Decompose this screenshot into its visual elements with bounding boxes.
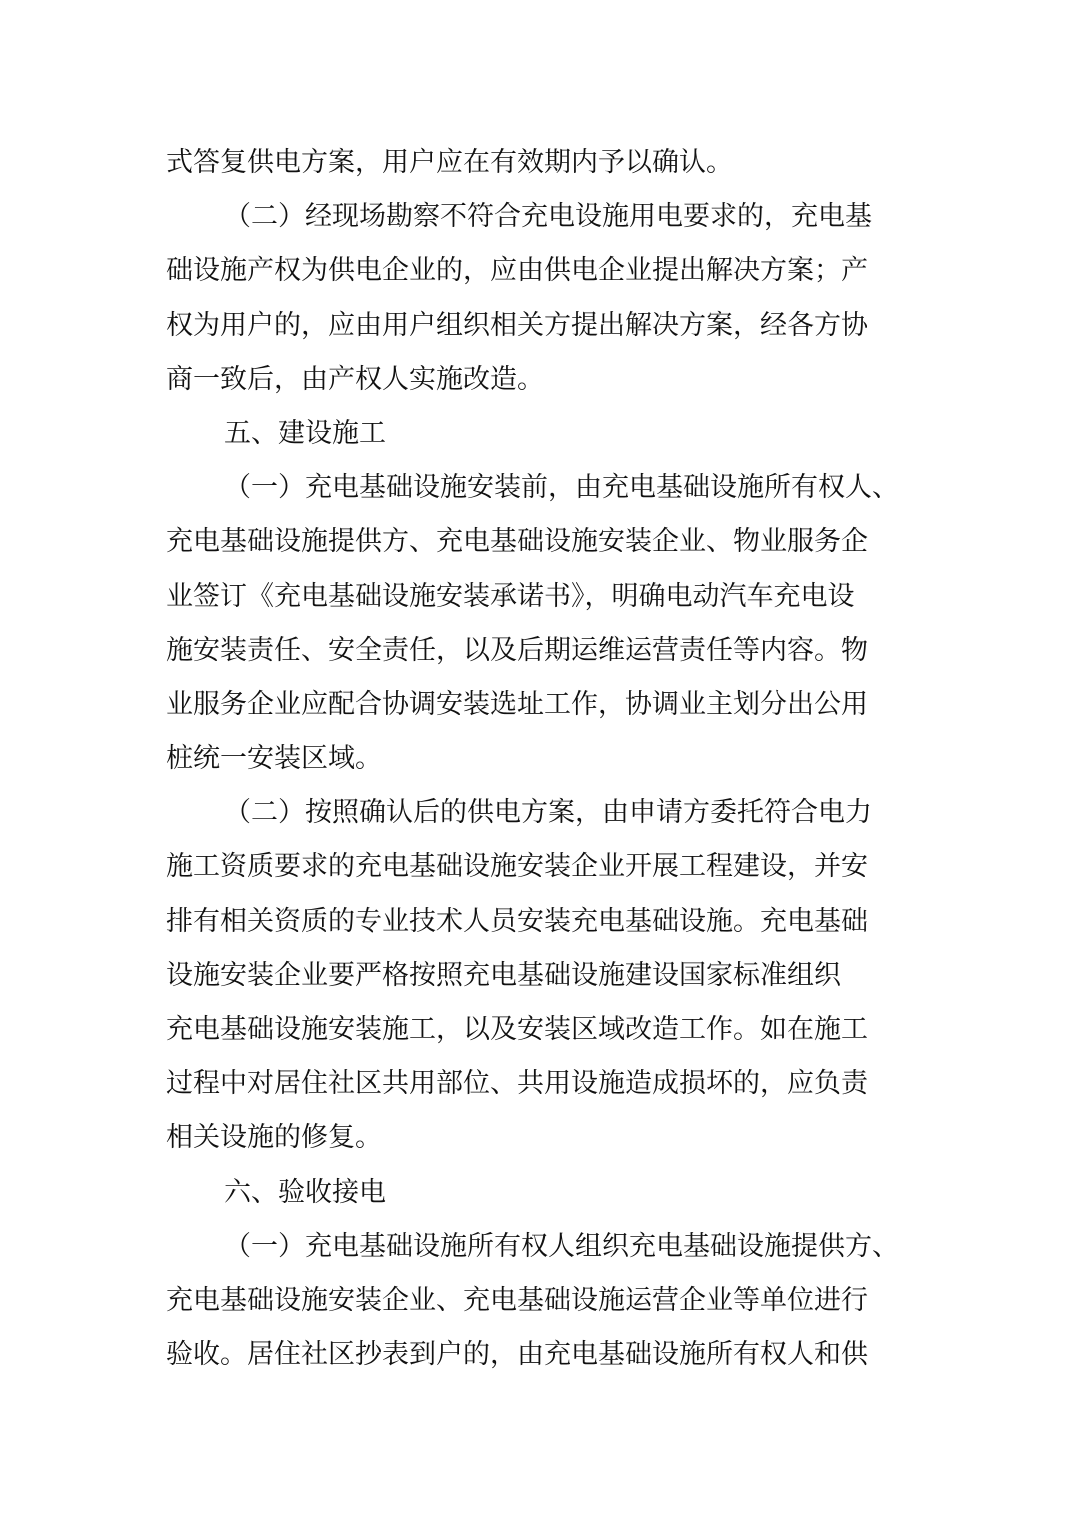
text-line: 业服务企业应配合协调安装选址工作，协调业主划分出公用 — [166, 688, 868, 720]
text-line: 充电基础设施安装施工，以及安装区域改造工作。如在施工 — [166, 1014, 868, 1045]
text-line: （二）按照确认后的供电方案，由申请方委托符合电力 — [224, 797, 872, 829]
section-heading: 五、建设施工 — [224, 417, 386, 449]
text-line: 过程中对居住社区共用部位、共用设施造成损坏的，应负责 — [166, 1068, 868, 1100]
text-line: 商一致后，由产权人实施改造。 — [166, 363, 544, 395]
text-line: 充电基础设施提供方、充电基础设施安装企业、物业服务企 — [166, 526, 868, 558]
text-line: 式答复供电方案，用户应在有效期内予以确认。 — [166, 147, 733, 178]
text-line: 施工资质要求的充电基础设施安装企业开展工程建设，并安 — [166, 851, 868, 883]
text-line: 设施安装企业要严格按照充电基础设施建设国家标准组织 — [166, 959, 841, 991]
text-line: 础设施产权为供电企业的，应由供电企业提出解决方案；产 — [166, 255, 868, 287]
text-line: 施安装责任、安全责任，以及后期运维运营责任等内容。物 — [166, 634, 868, 666]
text-line: （二）经现场勘察不符合充电设施用电要求的，充电基 — [224, 201, 872, 233]
text-line: 相关设施的修复。 — [166, 1122, 382, 1154]
text-line: 权为用户的，应由用户组织相关方提出解决方案，经各方协 — [166, 309, 868, 341]
text-line: 业签订《充电基础设施安装承诺书》，明确电动汽车充电设 — [166, 580, 855, 612]
section-heading: 六、验收接电 — [224, 1176, 386, 1208]
text-line: （一）充电基础设施安装前，由充电基础设施所有权人、 — [224, 472, 899, 504]
document-body — [166, 136, 926, 1382]
text-line: 桩统一安装区域。 — [166, 743, 382, 775]
text-line: （一）充电基础设施所有权人组织充电基础设施提供方、 — [224, 1230, 899, 1262]
text-line: 排有相关资质的专业技术人员安装充电基础设施。充电基础 — [166, 905, 868, 937]
text-line: 验收。居住社区抄表到户的，由充电基础设施所有权人和供 — [166, 1339, 868, 1371]
text-line: 充电基础设施安装企业、充电基础设施运营企业等单位进行 — [166, 1284, 868, 1316]
